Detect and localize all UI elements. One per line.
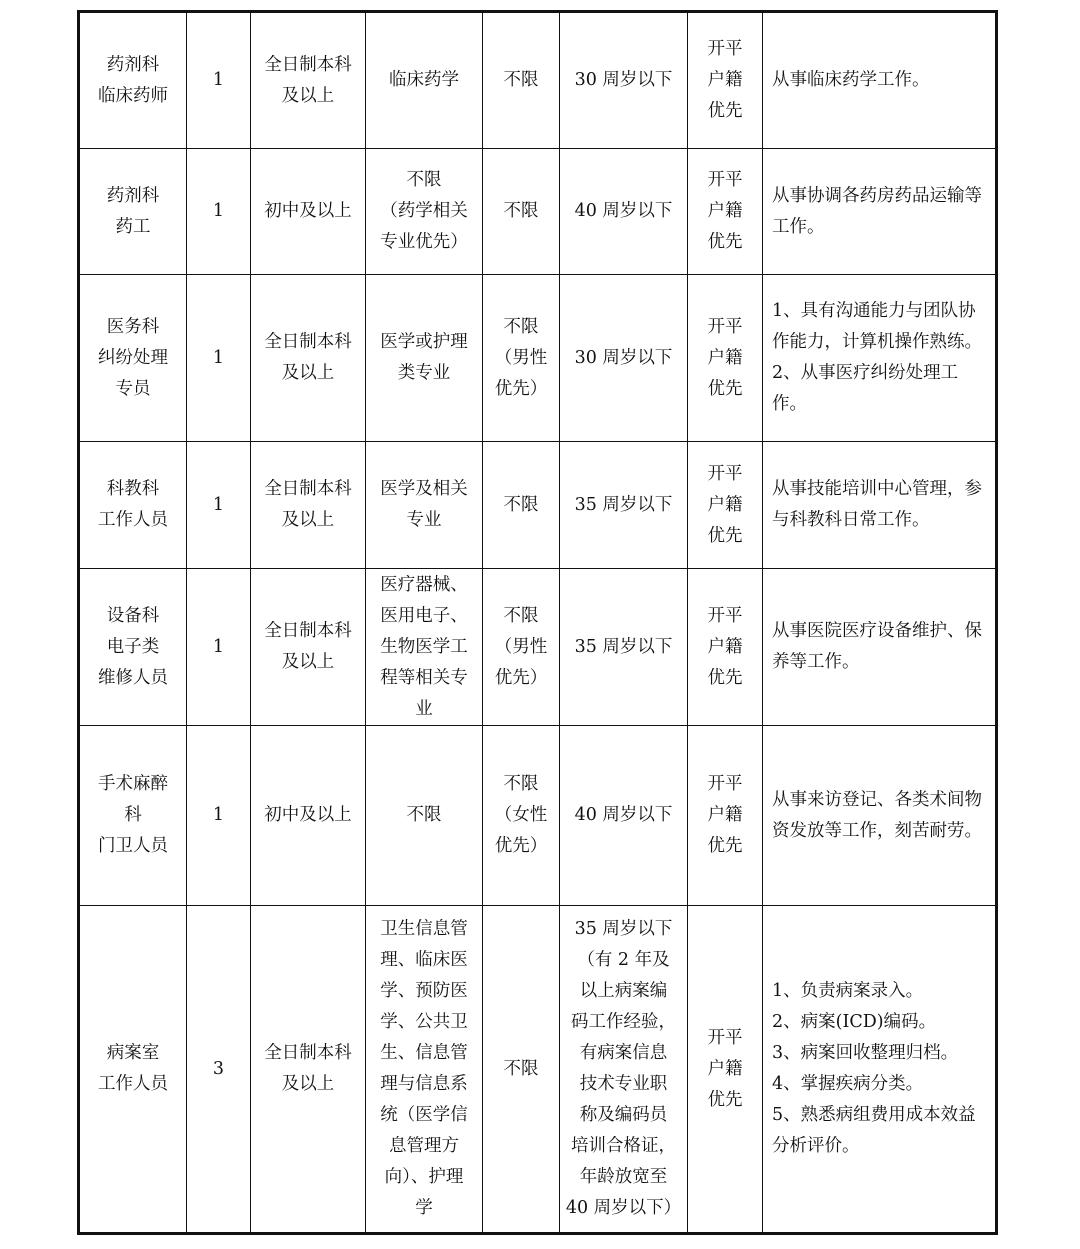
age-cell: 40 周岁以下 [560,726,688,906]
gender-cell: 不限 （男性 优先） [483,569,560,726]
duties-cell: 从事来访登记、各类术间物资发放等工作，刻苦耐劳。 [763,726,997,906]
position-cell: 设备科 电子类 维修人员 [79,569,187,726]
table-row [79,906,997,1234]
education-cell: 全日制本科 及以上 [251,569,366,726]
position-cell: 科教科 工作人员 [79,442,187,569]
duties-cell: 从事技能培训中心管理，参与科教科日常工作。 [763,442,997,569]
count-cell: 1 [187,275,251,442]
household-cell: 开平 户籍 优先 [688,149,763,275]
count-cell: 1 [187,726,251,906]
position-cell: 医务科 纠纷处理 专员 [79,275,187,442]
table-row [79,275,997,442]
age-cell: 40 周岁以下 [560,149,688,275]
education-cell: 全日制本科 及以上 [251,906,366,1234]
household-cell: 开平 户籍 优先 [688,726,763,906]
major-cell: 不限 [366,726,483,906]
recruitment-table [77,10,998,1235]
major-cell: 卫生信息管 理、临床医 学、预防医 学、公共卫 生、信息管 理与信息系 统（医学信 息管理方 向）、护理 学 [366,906,483,1234]
gender-cell: 不限 （女性 优先） [483,726,560,906]
count-cell: 1 [187,149,251,275]
education-cell: 初中及以上 [251,149,366,275]
count-cell: 1 [187,442,251,569]
position-cell: 手术麻醉 科 门卫人员 [79,726,187,906]
gender-cell: 不限 [483,12,560,149]
major-cell: 医学或护理 类专业 [366,275,483,442]
table-row [79,149,997,275]
count-cell: 1 [187,569,251,726]
age-cell: 30 周岁以下 [560,275,688,442]
count-cell: 1 [187,12,251,149]
education-cell: 全日制本科 及以上 [251,275,366,442]
education-cell: 初中及以上 [251,726,366,906]
gender-cell: 不限 [483,442,560,569]
major-cell: 不限 （药学相关 专业优先） [366,149,483,275]
position-cell: 药剂科 临床药师 [79,12,187,149]
age-cell: 35 周岁以下 [560,569,688,726]
gender-cell: 不限 [483,149,560,275]
duties-cell: 1、具有沟通能力与团队协作能力，计算机操作熟练。 2、从事医疗纠纷处理工作。 [763,275,997,442]
table-row [79,442,997,569]
household-cell: 开平 户籍 优先 [688,12,763,149]
age-cell: 30 周岁以下 [560,12,688,149]
major-cell: 临床药学 [366,12,483,149]
table-row [79,726,997,906]
duties-cell: 从事医院医疗设备维护、保养等工作。 [763,569,997,726]
gender-cell: 不限 [483,906,560,1234]
household-cell: 开平 户籍 优先 [688,569,763,726]
major-cell: 医疗器械、 医用电子、 生物医学工 程等相关专 业 [366,569,483,726]
age-cell: 35 周岁以下 （有 2 年及 以上病案编 码工作经验， 有病案信息 技术专业职 称及编码员 培训合格证， 年龄放宽至 40 周岁以下） [560,906,688,1234]
count-cell: 3 [187,906,251,1234]
gender-cell: 不限 （男性 优先） [483,275,560,442]
table-row [79,12,997,149]
duties-cell: 从事协调各药房药品运输等工作。 [763,149,997,275]
position-cell: 病案室 工作人员 [79,906,187,1234]
education-cell: 全日制本科 及以上 [251,12,366,149]
duties-cell: 从事临床药学工作。 [763,12,997,149]
major-cell: 医学及相关 专业 [366,442,483,569]
duties-cell: 1、负责病案录入。 2、病案(ICD)编码。 3、病案回收整理归档。 4、掌握疾病分类。 5、熟悉病组费用成本效益分析评价。 [763,906,997,1234]
table-row [79,569,997,726]
age-cell: 35 周岁以下 [560,442,688,569]
household-cell: 开平 户籍 优先 [688,442,763,569]
education-cell: 全日制本科 及以上 [251,442,366,569]
household-cell: 开平 户籍 优先 [688,906,763,1234]
position-cell: 药剂科 药工 [79,149,187,275]
household-cell: 开平 户籍 优先 [688,275,763,442]
